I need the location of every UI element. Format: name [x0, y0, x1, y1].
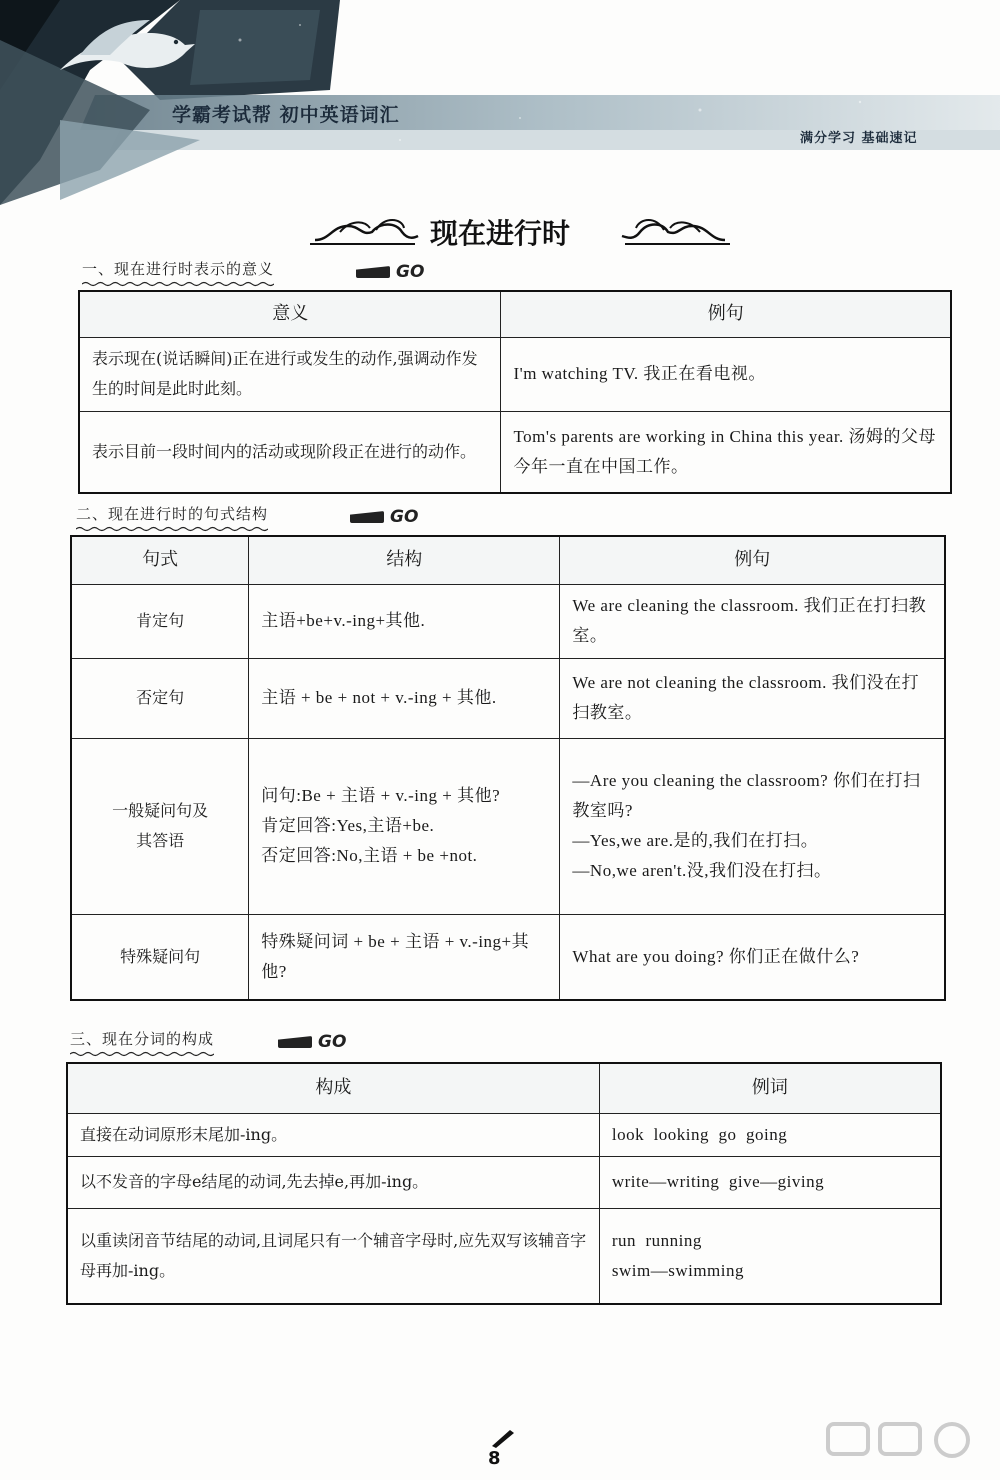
- meaning-cell: 表示现在(说话瞬间)正在进行或发生的动作,强调动作发生的时间是此时此刻。: [79, 337, 501, 411]
- table-header: 结构: [249, 536, 560, 584]
- table-header: 例句: [501, 291, 951, 337]
- example-cell: We are cleaning the classroom. 我们正在打扫教室。: [560, 584, 945, 658]
- example-cell: I'm watching TV. 我正在看电视。: [501, 337, 951, 411]
- header-banner: [0, 0, 1000, 210]
- structure-cell: 特殊疑问词 + be + 主语 + v.-ing+其他?: [249, 914, 560, 1000]
- go-tag: [356, 262, 424, 282]
- section-heading-text: 三、现在分词的构成: [70, 1030, 215, 1048]
- table-row: [67, 1156, 941, 1208]
- structure-line: 肯定回答:Yes,主语+be.: [261, 816, 435, 835]
- example-line: —Yes,we are.是的,我们在打扫。: [572, 831, 819, 850]
- table-header: 意义: [79, 291, 501, 337]
- table-row: [71, 584, 945, 658]
- rule-cell: 直接在动词原形末尾加-ing。: [67, 1113, 599, 1156]
- table-row: [71, 914, 945, 1000]
- go-tag: [350, 507, 418, 527]
- meaning-cell: 表示目前一段时间内的活动或现阶段正在进行的动作。: [79, 411, 501, 493]
- structure-line: 否定回答:No,主语 + be +not.: [261, 846, 478, 865]
- example-line: —Are you cleaning the classroom? 你们在打扫教室吗?: [572, 771, 921, 820]
- table-header: 例词: [599, 1063, 941, 1113]
- example-cell: Tom's parents are working in China this year. 汤姆的父母今年一直在中国工作。: [501, 411, 951, 493]
- go-tag: [278, 1032, 346, 1052]
- example-cell: We are not cleaning the classroom. 我们没在打扫教室。: [560, 658, 945, 738]
- table-header: 例句: [560, 536, 945, 584]
- arrow-bar-icon: [356, 266, 390, 278]
- participle-table: [66, 1062, 942, 1305]
- arrow-bar-icon: [278, 1036, 312, 1048]
- structure-cell: [249, 738, 560, 914]
- sentence-type-cell: 一般疑问句及其答语: [71, 738, 249, 914]
- example-cell: look looking go going: [599, 1113, 941, 1156]
- example-line: run running: [611, 1230, 702, 1250]
- table-row: [67, 1208, 941, 1304]
- meaning-table: [78, 290, 952, 494]
- rule-cell: 以不发音的字母e结尾的动词,先去掉e,再加-ing。: [67, 1156, 599, 1208]
- table-row: [71, 738, 945, 914]
- structure-cell: 主语+be+v.-ing+其他.: [249, 584, 560, 658]
- pencil-icon: [490, 1428, 516, 1448]
- section-heading-meaning: [82, 258, 274, 279]
- table-header: 构成: [67, 1063, 599, 1113]
- structure-line: 问句:Be + 主语 + v.-ing + 其他?: [261, 786, 501, 805]
- rule-cell: 以重读闭音节结尾的动词,且词尾只有一个辅音字母时,应先双写该辅音字母再加-ing。: [67, 1208, 599, 1304]
- section-heading-text: 二、现在进行时的句式结构: [76, 505, 269, 523]
- wavy-underline: [70, 1051, 214, 1057]
- section-heading-participle: [70, 1028, 214, 1049]
- example-line: swim—swimming: [611, 1260, 744, 1280]
- table-header: 句式: [71, 536, 249, 584]
- watermark-logo: [820, 1418, 990, 1476]
- section-heading-text: 一、现在进行时表示的意义: [82, 260, 275, 278]
- example-cell: [599, 1208, 941, 1304]
- cloud-ornament-right: [620, 212, 730, 248]
- table-row: [79, 411, 951, 493]
- wavy-underline: [76, 526, 268, 532]
- go-label: GO: [396, 262, 425, 282]
- page-title: 现在进行时: [430, 217, 571, 250]
- sentence-type-cell: 肯定句: [71, 584, 249, 658]
- series-tag: 满分学习 基础速记: [800, 131, 918, 146]
- go-label: GO: [390, 507, 419, 527]
- example-cell: [560, 738, 945, 914]
- example-line: —No,we aren't.没,我们没在打扫。: [572, 861, 832, 880]
- table-row: [71, 658, 945, 738]
- cloud-ornament-left: [310, 212, 420, 248]
- page-number: 8: [488, 1448, 501, 1469]
- wavy-underline: [82, 281, 274, 287]
- section-heading-structure: [76, 503, 268, 524]
- table-row: [79, 337, 951, 411]
- go-label: GO: [318, 1032, 347, 1052]
- example-cell: write—writing give—giving: [599, 1156, 941, 1208]
- structure-table: [70, 535, 946, 1001]
- structure-cell: 主语 + be + not + v.-ing + 其他.: [249, 658, 560, 738]
- banner-graphic: [0, 0, 1000, 210]
- table-row: [67, 1113, 941, 1156]
- example-cell: What are you doing? 你们正在做什么?: [560, 914, 945, 1000]
- sentence-type-cell: 特殊疑问句: [71, 914, 249, 1000]
- arrow-bar-icon: [350, 511, 384, 523]
- sentence-type-cell: 否定句: [71, 658, 249, 738]
- book-title: 学霸考试帮 初中英语词汇: [172, 104, 400, 126]
